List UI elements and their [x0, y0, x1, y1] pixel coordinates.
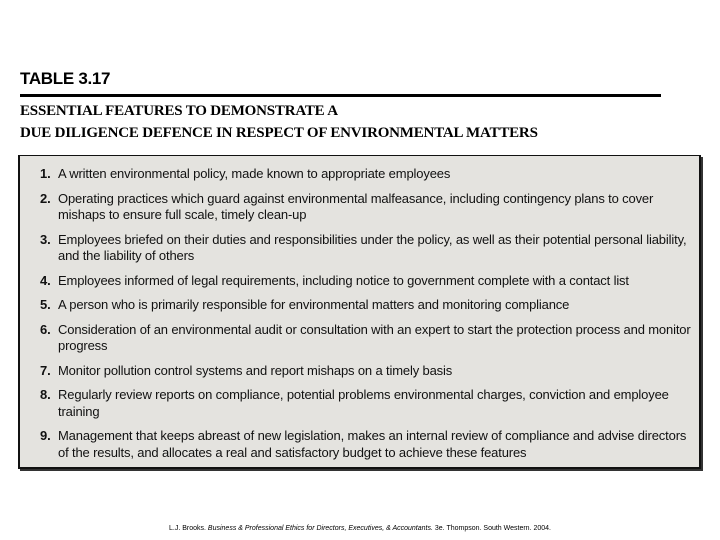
table-title	[20, 100, 538, 144]
item-number: 8.	[40, 387, 51, 402]
citation-publisher: 3e. Thompson. South Western. 2004.	[434, 525, 551, 532]
list-item	[40, 322, 691, 355]
item-number: 5.	[40, 297, 51, 312]
list-item	[40, 363, 691, 380]
list-item	[40, 273, 691, 290]
title-line-1: ESSENTIAL FEATURES TO DEMONSTRATE A	[20, 103, 338, 119]
list-item	[40, 232, 691, 265]
divider	[20, 94, 661, 97]
features-box	[18, 155, 701, 469]
table-number: TABLE 3.17	[20, 69, 111, 88]
item-text: Monitor pollution control systems and report mishaps on a timely basis	[58, 362, 453, 378]
list-item	[40, 428, 691, 461]
item-text: Employees informed of legal requirements, including notice to government complete with a contact list	[58, 272, 629, 288]
item-text: Consideration of an environmental audit or consultation with an expert to start the protection process and monitor progress	[58, 321, 691, 353]
title-line-2: DUE DILIGENCE DEFENCE IN RESPECT OF ENVIRONMENTAL MATTERS	[20, 125, 538, 141]
list-item	[40, 191, 691, 224]
item-text: Regularly review reports on compliance, potential problems environmental charges, conviction and employee training	[58, 387, 669, 419]
item-number: 2.	[40, 190, 51, 206]
item-number: 4.	[40, 272, 51, 288]
list-item	[40, 297, 691, 314]
citation	[0, 525, 720, 532]
list-item	[40, 166, 691, 183]
item-number: 3.	[40, 231, 51, 247]
citation-book: Business & Professional Ethics for Directors, Executives, & Accountants.	[207, 525, 433, 532]
item-number: 7.	[40, 362, 51, 378]
item-text: Management that keeps abreast of new legislation, makes an internal review of compliance and advise directors of the results, and allocates a real and satisfactory budget to achieve these features	[58, 428, 687, 460]
item-text: Employees briefed on their duties and responsibilities under the policy, as well as their potential personal liability, and the liability of others	[58, 231, 687, 263]
list-item	[40, 387, 691, 420]
item-text: A person who is primarily responsible for environmental matters and monitoring compliance	[58, 297, 570, 312]
citation-author: L.J. Brooks.	[169, 525, 206, 532]
item-number: 6.	[40, 321, 51, 337]
item-text: A written environmental policy, made known to appropriate employees	[58, 166, 451, 181]
features-list	[40, 166, 691, 469]
item-number: 1.	[40, 166, 51, 181]
item-text: Operating practices which guard against environmental malfeasance, including contingency plans to cover mishaps to ensure full scale, timely clean-up	[58, 190, 654, 222]
item-number: 9.	[40, 428, 51, 443]
